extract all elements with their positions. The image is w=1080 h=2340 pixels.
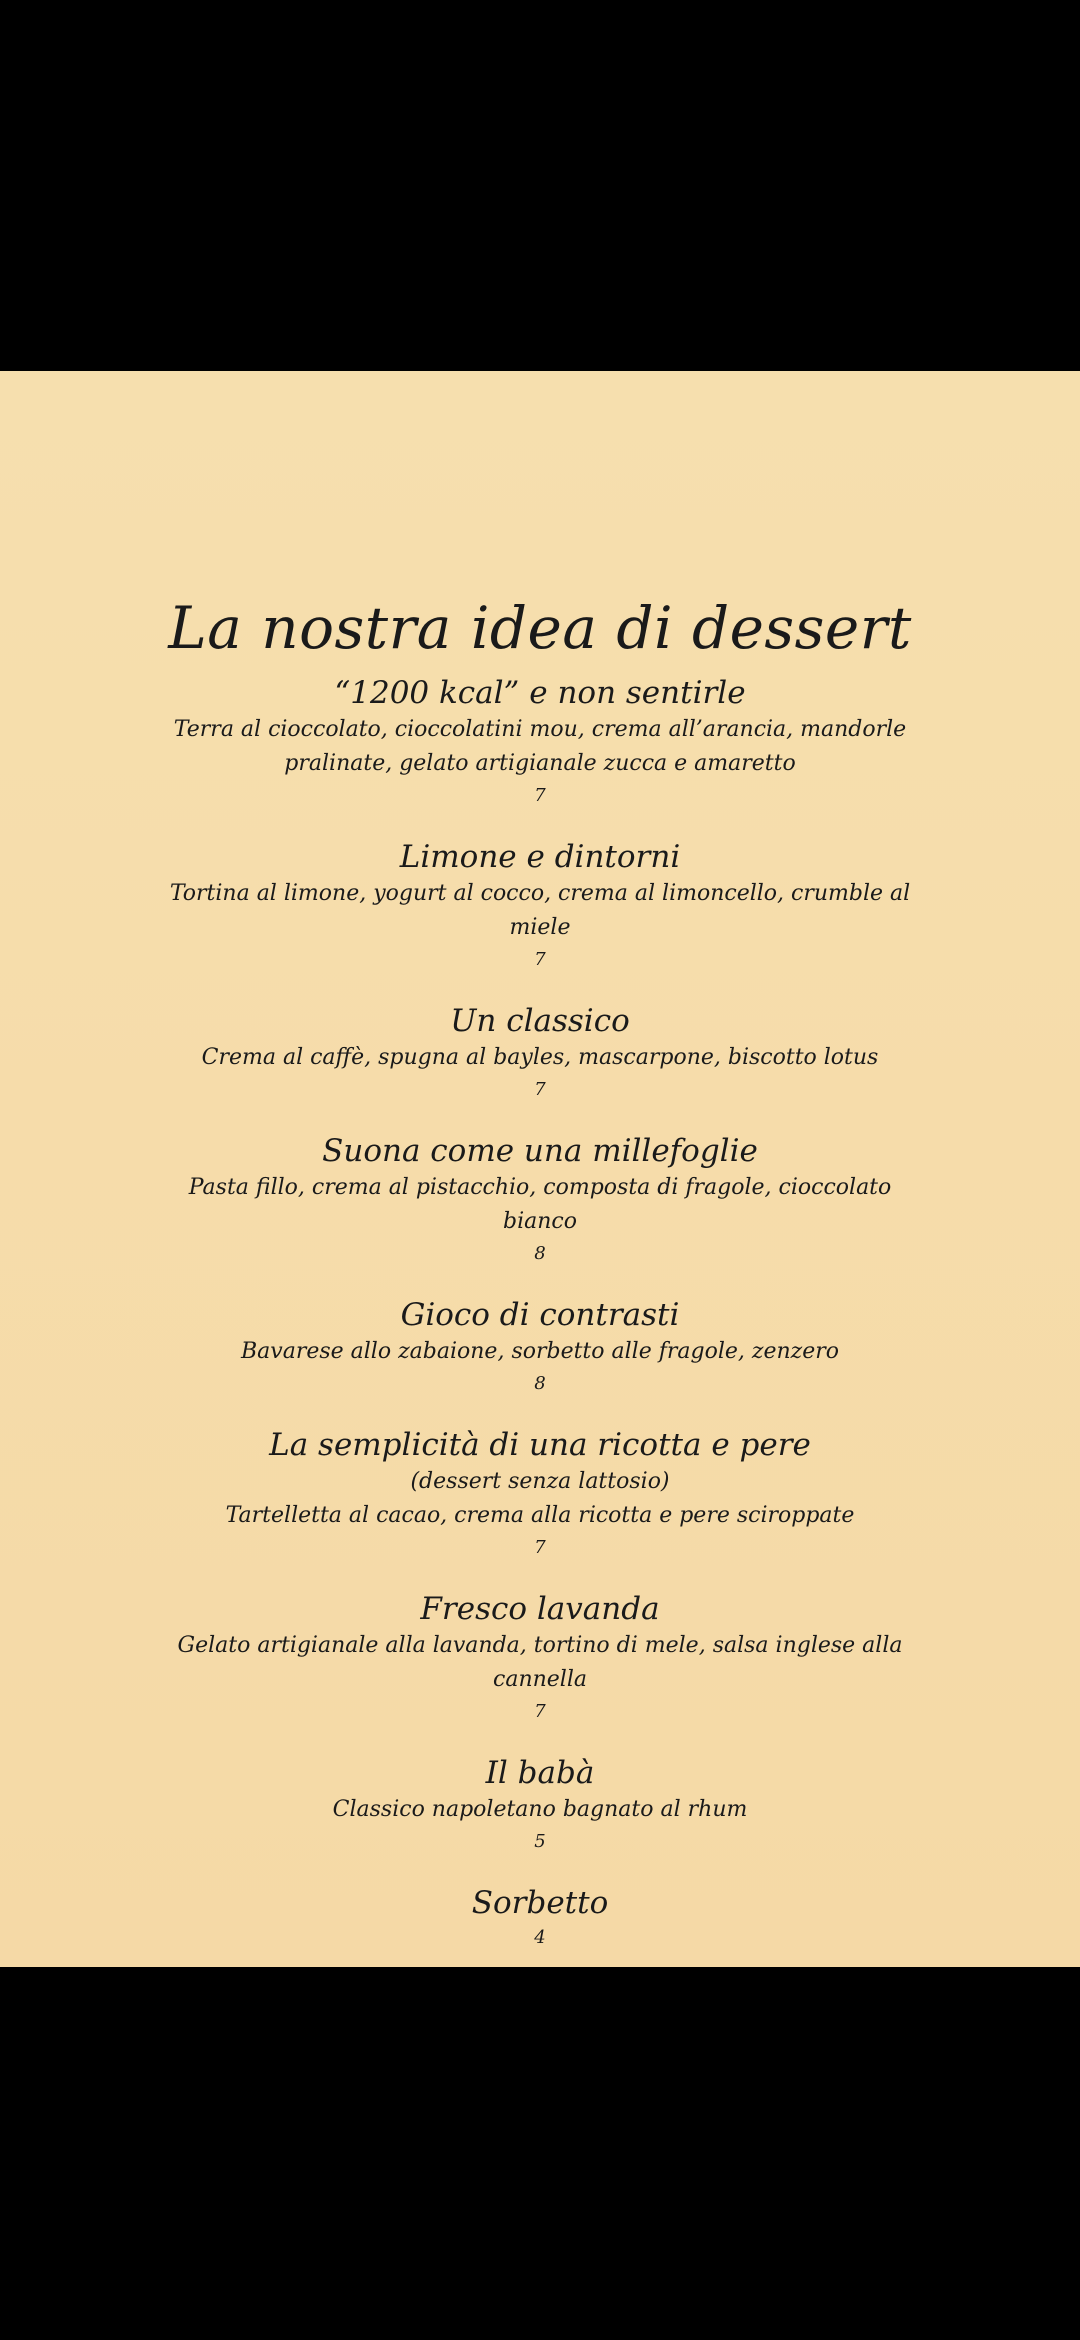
dessert-price: 5 [534, 1831, 546, 1852]
dessert-price: 4 [534, 1927, 546, 1948]
dessert-name: La semplicità di una ricotta e pere [269, 1427, 811, 1463]
dessert-description: Tartelletta al cacao, crema alla ricotta e pere sciroppate [225, 1503, 855, 1528]
dessert-note: (dessert senza lattosio) [410, 1469, 670, 1494]
dessert-item [0, 1883, 1080, 1953]
dessert-description: Terra al cioccolato, cioccolatini mou, crema all’arancia, mandorle pralinate, gelato artigianale zucca e amaretto [173, 717, 907, 776]
dessert-price: 7 [534, 1079, 546, 1100]
dessert-name: Fresco lavanda [420, 1591, 660, 1627]
dessert-name: “1200 kcal” e non sentirle [334, 675, 746, 711]
dessert-price: 7 [534, 949, 546, 970]
dessert-item [0, 1589, 1080, 1727]
dessert-price: 8 [534, 1243, 546, 1264]
dessert-price: 8 [534, 1373, 546, 1394]
dessert-item [0, 1425, 1080, 1563]
dessert-name: Limone e dintorni [399, 839, 681, 875]
dessert-name: Suona come una millefoglie [322, 1133, 758, 1169]
dessert-description: Crema al caffè, spugna al bayles, mascarpone, biscotto lotus [201, 1045, 879, 1070]
dessert-item [0, 837, 1080, 975]
dessert-description: Classico napoletano bagnato al rhum [332, 1797, 748, 1822]
dessert-item [0, 1753, 1080, 1857]
menu-page [0, 371, 1080, 1967]
dessert-item [0, 1131, 1080, 1269]
dessert-price: 7 [534, 1701, 546, 1722]
dessert-name: Gioco di contrasti [400, 1297, 680, 1333]
dessert-description: Bavarese allo zabaione, sorbetto alle fragole, zenzero [240, 1339, 840, 1364]
dessert-description: Gelato artigianale alla lavanda, tortino di mele, salsa inglese alla cannella [177, 1633, 903, 1692]
dessert-item [0, 673, 1080, 811]
dessert-list [0, 673, 1080, 1953]
dessert-price: 7 [534, 1537, 546, 1558]
dessert-description: Pasta fillo, crema al pistacchio, composta di fragole, cioccolato bianco [188, 1175, 892, 1234]
dessert-name: Sorbetto [471, 1885, 609, 1921]
dessert-name: Il babà [485, 1755, 595, 1791]
menu-title: La nostra idea di dessert [168, 594, 912, 662]
dessert-item [0, 1001, 1080, 1105]
dessert-price: 7 [534, 785, 546, 806]
dessert-item [0, 1295, 1080, 1399]
dessert-description: Tortina al limone, yogurt al cocco, crema al limoncello, crumble al miele [169, 881, 911, 940]
dessert-name: Un classico [450, 1003, 630, 1039]
